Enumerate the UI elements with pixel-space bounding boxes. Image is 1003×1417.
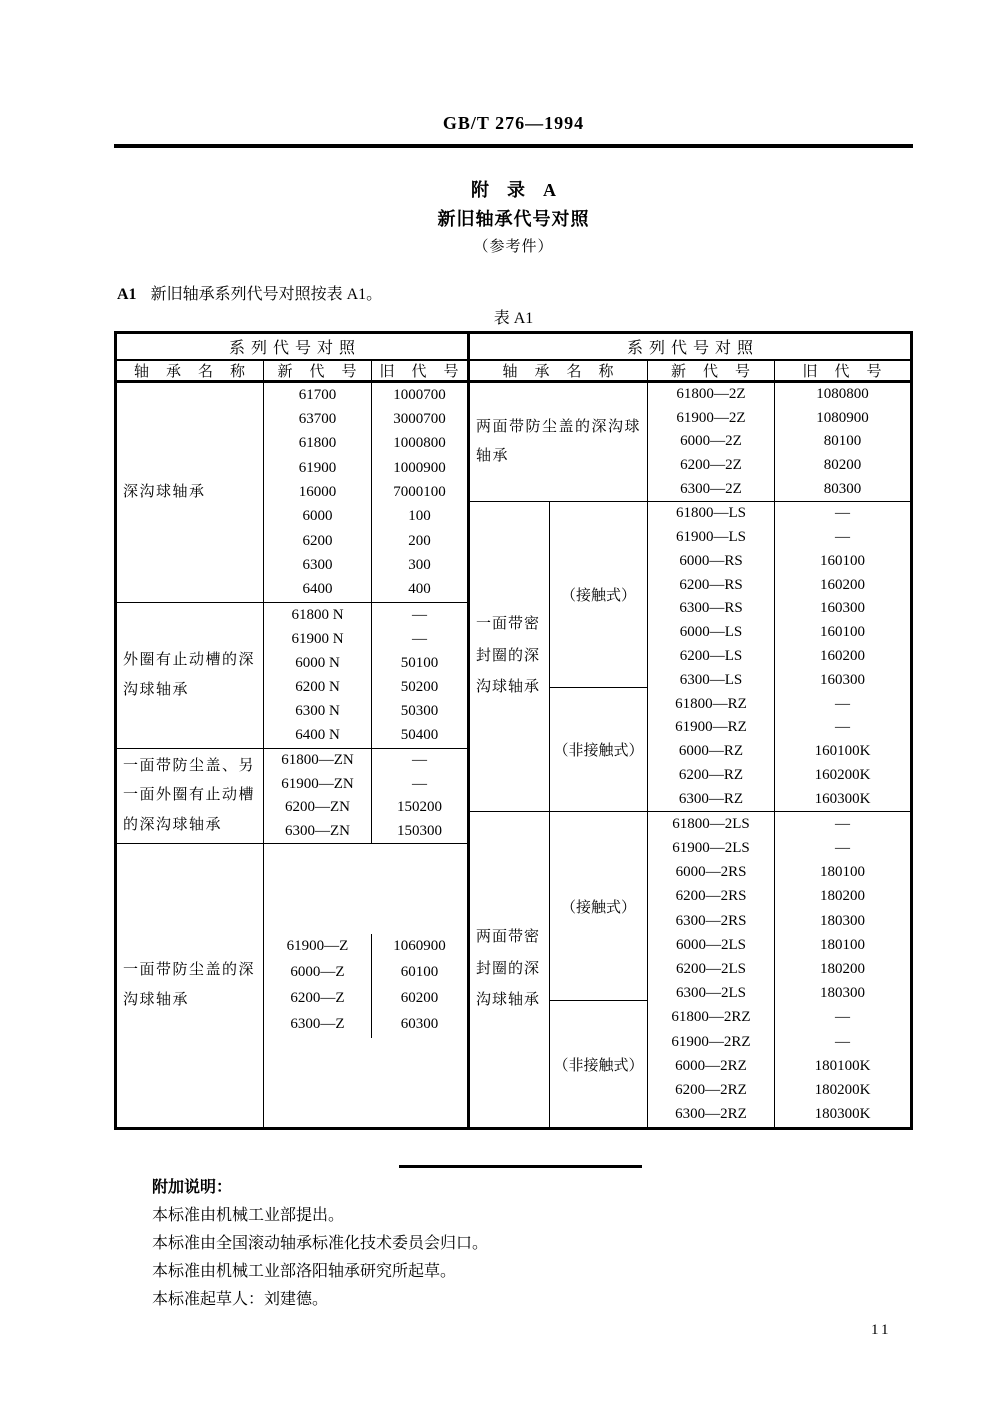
col-header-new-code: 新 代 号 xyxy=(264,361,372,380)
code-row xyxy=(264,934,467,960)
old-code-cell: 50200 xyxy=(400,679,439,696)
code-row xyxy=(648,1030,910,1054)
old-code-cell: — xyxy=(835,1009,850,1026)
table-section xyxy=(470,383,910,502)
code-row xyxy=(648,550,910,574)
appendix-subtitle: 新旧轴承代号对照 xyxy=(437,209,590,229)
old-code-cell: — xyxy=(835,839,850,856)
table-a1 xyxy=(114,331,913,1130)
bearing-name-cell: 一面带防尘盖的深沟球轴承 xyxy=(117,844,264,1127)
new-code-cell: 6300 N xyxy=(264,700,372,724)
old-code-cell: 1080900 xyxy=(816,409,869,426)
table-section xyxy=(470,502,910,812)
new-code-cell: 61900—Z xyxy=(264,934,372,960)
code-row xyxy=(264,820,467,844)
old-code-cell: 1000800 xyxy=(393,435,446,452)
new-code-cell: 6300—ZN xyxy=(264,820,372,844)
reference-note: （参考件） xyxy=(473,239,554,255)
new-code-cell: 6000 N xyxy=(264,651,372,675)
code-row xyxy=(264,651,467,675)
old-code-cell: 180200 xyxy=(820,961,865,978)
notes-heading: 附加说明： xyxy=(152,1179,233,1196)
new-code-cell: 61700 xyxy=(264,383,372,407)
table-section xyxy=(470,812,910,1127)
new-code-cell: 61800 N xyxy=(264,603,372,627)
note-line: 本标准由机械工业部洛阳轴承研究所起草。 xyxy=(152,1263,457,1280)
seal-type-column xyxy=(550,812,648,1127)
footer-rule xyxy=(399,1165,642,1168)
old-code-cell: 180100 xyxy=(820,936,865,953)
new-code-cell: 6300—LS xyxy=(648,668,775,692)
seal-type-cell: （接触式） xyxy=(560,899,636,916)
code-row xyxy=(264,603,467,627)
new-code-cell: 61900—ZN xyxy=(264,773,372,797)
code-row xyxy=(264,480,467,504)
code-row xyxy=(264,578,467,602)
col-header-old-code: 旧 代 号 xyxy=(379,364,460,380)
new-code-cell: 6300—RZ xyxy=(648,787,775,811)
code-row xyxy=(264,724,467,748)
old-code-cell: 160100 xyxy=(820,552,865,569)
old-code-cell: 300 xyxy=(408,556,431,573)
page-number: 11 xyxy=(871,1322,892,1338)
new-code-cell: 61800—RZ xyxy=(648,692,775,716)
old-code-cell: 50300 xyxy=(400,703,439,720)
new-code-cell: 61900—LS xyxy=(648,526,775,550)
code-row xyxy=(648,740,910,764)
new-code-cell: 61900—2LS xyxy=(648,836,775,860)
old-code-cell: — xyxy=(412,606,427,623)
new-code-cell: 61800 xyxy=(264,432,372,456)
seal-type-cell: （接触式） xyxy=(560,587,636,604)
column-header-row-right xyxy=(470,361,910,383)
new-code-cell: 6200—RS xyxy=(648,573,775,597)
code-row xyxy=(648,502,910,526)
col-header-new-code: 新 代 号 xyxy=(648,361,775,380)
new-code-cell: 6000—2RZ xyxy=(648,1054,775,1078)
code-row xyxy=(648,885,910,909)
new-code-cell: 6200—RZ xyxy=(648,763,775,787)
old-code-cell: 80300 xyxy=(823,480,862,497)
old-code-cell: 80200 xyxy=(823,457,862,474)
code-row xyxy=(264,456,467,480)
old-code-cell: 160200 xyxy=(820,647,865,664)
codes-column xyxy=(648,502,910,811)
new-code-cell: 6200 xyxy=(264,529,372,553)
group-header-right: 系列代号对照 xyxy=(470,334,910,361)
old-code-cell: 180100 xyxy=(820,864,865,881)
new-code-cell: 6000 xyxy=(264,505,372,529)
new-code-cell: 6300—2RS xyxy=(648,909,775,933)
seal-type-cell: （非接触式） xyxy=(550,1000,647,1127)
codes-column xyxy=(264,603,467,748)
old-code-cell: 50100 xyxy=(400,654,439,671)
old-code-cell: 160300 xyxy=(820,671,865,688)
series-table-left-half xyxy=(117,334,470,1127)
old-code-cell: — xyxy=(835,719,850,736)
new-code-cell: 16000 xyxy=(264,480,372,504)
note-line: 本标准由全国滚动轴承标准化技术委员会归口。 xyxy=(152,1235,489,1252)
old-code-cell: 1000900 xyxy=(393,459,446,476)
new-code-cell: 6200—ZN xyxy=(264,796,372,820)
code-row xyxy=(648,909,910,933)
new-code-cell: 6000—RZ xyxy=(648,740,775,764)
doc-number: GB/T 276—1994 xyxy=(442,113,585,133)
new-code-cell: 61900 N xyxy=(264,627,372,651)
code-row xyxy=(264,796,467,820)
code-row xyxy=(648,430,910,454)
new-code-cell: 6200—LS xyxy=(648,645,775,669)
additional-notes xyxy=(152,1174,488,1314)
clause-label: A1 xyxy=(117,286,137,303)
codes-column xyxy=(648,812,910,1127)
header-rule xyxy=(114,144,913,148)
old-code-cell: — xyxy=(835,529,850,546)
new-code-cell: 6300 xyxy=(264,553,372,577)
code-row xyxy=(648,1079,910,1103)
seal-type-cell: （非接触式） xyxy=(550,687,647,811)
new-code-cell: 6300—2LS xyxy=(648,982,775,1006)
new-code-cell: 6200—2LS xyxy=(648,957,775,981)
note-line: 本标准起草人：刘建德。 xyxy=(152,1291,329,1308)
code-row xyxy=(648,933,910,957)
code-row xyxy=(264,383,467,407)
code-row xyxy=(648,454,910,478)
old-code-cell: 160300K xyxy=(814,790,871,807)
code-row xyxy=(264,960,467,986)
clause-a1 xyxy=(117,281,382,304)
code-row xyxy=(648,407,910,431)
old-code-cell: 7000100 xyxy=(393,483,446,500)
column-header-row-left xyxy=(117,361,467,383)
new-code-cell: 6300—RS xyxy=(648,597,775,621)
new-code-cell: 6300—Z xyxy=(264,1012,372,1038)
old-code-cell: 160200 xyxy=(820,576,865,593)
code-row xyxy=(264,700,467,724)
new-code-cell: 6000—RS xyxy=(648,550,775,574)
code-row xyxy=(648,597,910,621)
new-code-cell: 61800—LS xyxy=(648,502,775,526)
table-section xyxy=(117,603,467,749)
bearing-name-cell: 深沟球轴承 xyxy=(117,383,264,602)
old-code-cell: 400 xyxy=(408,581,431,598)
new-code-cell: 6200—2RS xyxy=(648,885,775,909)
new-code-cell: 6300—2RZ xyxy=(648,1103,775,1127)
table-section xyxy=(117,844,467,1127)
code-row xyxy=(648,836,910,860)
code-row xyxy=(648,573,910,597)
series-table-right-half xyxy=(470,334,910,1127)
table-body-left xyxy=(117,383,467,1127)
new-code-cell: 61800—ZN xyxy=(264,749,372,773)
old-code-cell: 180200K xyxy=(814,1082,871,1099)
new-code-cell: 6200—Z xyxy=(264,986,372,1012)
old-code-cell: 180100K xyxy=(814,1057,871,1074)
code-row xyxy=(648,982,910,1006)
new-code-cell: 63700 xyxy=(264,407,372,431)
code-row xyxy=(264,1012,467,1038)
bearing-group-name-cell: 两面带密封圈的深沟球轴承 xyxy=(470,812,550,1127)
old-code-cell: 180300 xyxy=(820,912,865,929)
code-row xyxy=(264,432,467,456)
new-code-cell: 61900—2Z xyxy=(648,407,775,431)
clause-text: 新旧轴承系列代号对照按表 A1。 xyxy=(150,286,383,303)
code-row xyxy=(264,627,467,651)
old-code-cell: 60300 xyxy=(400,1016,439,1032)
bearing-group-name-cell: 一面带密封圈的深沟球轴承 xyxy=(470,502,550,811)
new-code-cell: 61800—2LS xyxy=(648,812,775,836)
old-code-cell: 180300K xyxy=(814,1106,871,1123)
codes-column xyxy=(264,749,467,843)
codes-column xyxy=(648,383,910,501)
code-row xyxy=(648,812,910,836)
codes-column xyxy=(264,844,467,1127)
old-code-cell: 160100 xyxy=(820,624,865,641)
code-row xyxy=(648,787,910,811)
seal-type-column xyxy=(550,502,648,811)
code-row xyxy=(648,763,910,787)
table-caption: 表 A1 xyxy=(493,310,534,327)
new-code-cell: 6000—2Z xyxy=(648,430,775,454)
old-code-cell: 1080800 xyxy=(816,386,869,403)
col-header-bearing-name: 轴 承 名 称 xyxy=(117,361,264,380)
old-code-cell: — xyxy=(412,775,427,792)
old-code-cell: — xyxy=(835,1033,850,1050)
bearing-name-cell: 两面带防尘盖的深沟球轴承 xyxy=(470,383,648,501)
new-code-cell: 6200 N xyxy=(264,676,372,700)
table-section xyxy=(117,383,467,603)
code-row xyxy=(648,1054,910,1078)
code-row xyxy=(648,957,910,981)
bearing-name-cell: 外圈有止动槽的深沟球轴承 xyxy=(117,603,264,748)
new-code-cell: 6000—LS xyxy=(648,621,775,645)
code-row xyxy=(264,773,467,797)
new-code-cell: 61900—RZ xyxy=(648,716,775,740)
new-code-cell: 6000—2LS xyxy=(648,933,775,957)
code-row xyxy=(648,1103,910,1127)
new-code-cell: 6200—2Z xyxy=(648,454,775,478)
old-code-cell: — xyxy=(835,505,850,522)
old-code-cell: 180300 xyxy=(820,985,865,1002)
new-code-cell: 61900 xyxy=(264,456,372,480)
col-header-bearing-name: 轴 承 名 称 xyxy=(470,361,648,380)
old-code-cell: 160300 xyxy=(820,600,865,617)
code-row xyxy=(264,986,467,1012)
old-code-cell: 60100 xyxy=(400,964,439,980)
old-code-cell: — xyxy=(835,695,850,712)
old-code-cell: 150300 xyxy=(397,822,442,839)
old-code-cell: 50400 xyxy=(400,727,439,744)
old-code-cell: — xyxy=(412,752,427,769)
code-row xyxy=(648,477,910,501)
table-section xyxy=(117,749,467,844)
new-code-cell: 6400 N xyxy=(264,724,372,748)
group-header-left: 系列代号对照 xyxy=(117,334,467,361)
appendix-title: 附 录 A xyxy=(471,180,556,200)
old-code-cell: 160200K xyxy=(814,766,871,783)
old-code-cell: 60200 xyxy=(400,990,439,1006)
code-row xyxy=(264,749,467,773)
old-code-cell: 3000700 xyxy=(393,410,446,427)
code-row xyxy=(648,526,910,550)
old-code-cell: 180200 xyxy=(820,888,865,905)
new-code-cell: 6000—Z xyxy=(264,960,372,986)
new-code-cell: 6300—2Z xyxy=(648,477,775,501)
new-code-cell: 61800—2Z xyxy=(648,383,775,407)
new-code-cell: 6400 xyxy=(264,578,372,602)
code-row xyxy=(648,383,910,407)
col-header-old-code: 旧 代 号 xyxy=(802,364,883,380)
new-code-cell: 6000—2RS xyxy=(648,860,775,884)
code-row xyxy=(648,1006,910,1030)
new-code-cell: 61800—2RZ xyxy=(648,1006,775,1030)
code-row xyxy=(648,668,910,692)
old-code-cell: 1060900 xyxy=(393,938,446,954)
code-row xyxy=(264,505,467,529)
old-code-cell: 1000700 xyxy=(393,386,446,403)
old-code-cell: 100 xyxy=(408,508,431,525)
table-body-right xyxy=(470,383,910,1127)
code-row xyxy=(264,553,467,577)
old-code-cell: 160100K xyxy=(814,743,871,760)
code-row xyxy=(264,529,467,553)
code-row xyxy=(648,645,910,669)
code-row xyxy=(264,676,467,700)
code-row xyxy=(648,692,910,716)
code-row xyxy=(648,621,910,645)
codes-column xyxy=(264,383,467,602)
code-row xyxy=(648,860,910,884)
code-row xyxy=(264,407,467,431)
old-code-cell: — xyxy=(412,630,427,647)
new-code-cell: 61900—2RZ xyxy=(648,1030,775,1054)
new-code-cell: 6200—2RZ xyxy=(648,1079,775,1103)
code-row xyxy=(648,716,910,740)
old-code-cell: 150200 xyxy=(397,799,442,816)
old-code-cell: 80100 xyxy=(823,433,862,450)
note-line: 本标准由机械工业部提出。 xyxy=(152,1207,345,1224)
old-code-cell: 200 xyxy=(408,532,431,549)
old-code-cell: — xyxy=(835,815,850,832)
bearing-name-cell: 一面带防尘盖、另一面外圈有止动槽的深沟球轴承 xyxy=(117,749,264,843)
